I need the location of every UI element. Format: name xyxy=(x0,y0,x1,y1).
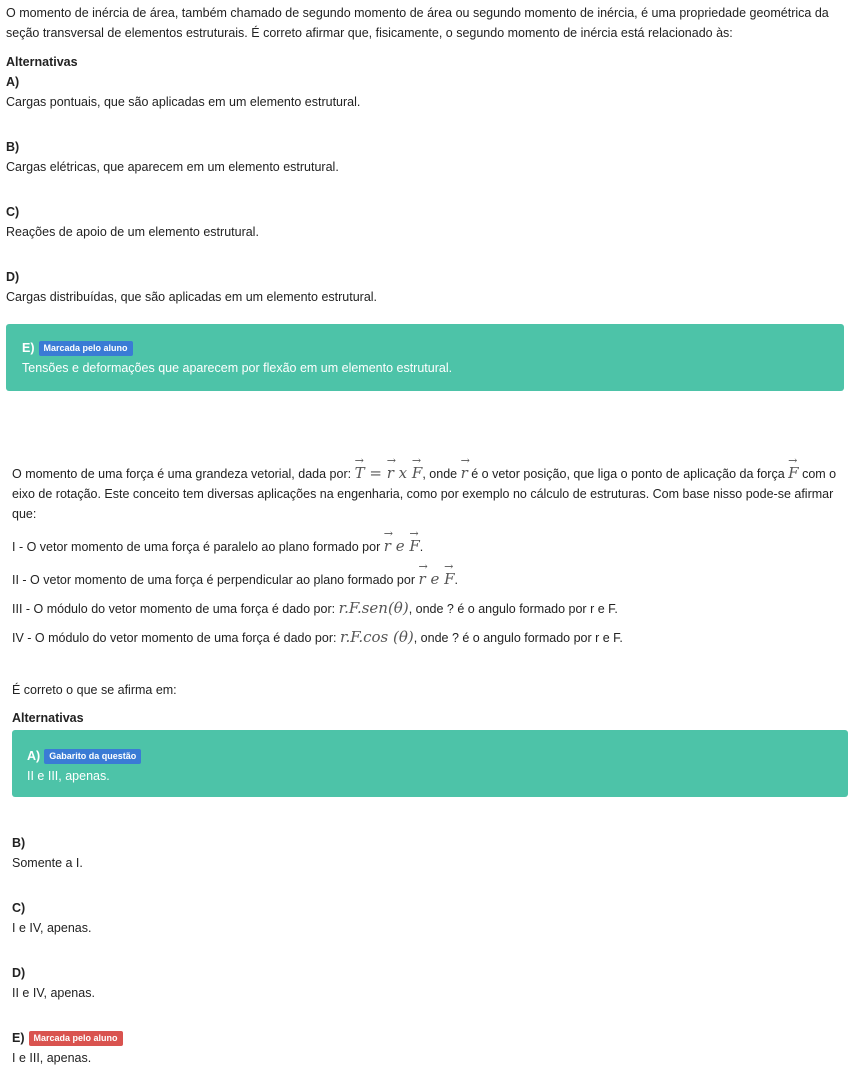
statement-text: IV - O módulo do vetor momento de uma força é dado por: xyxy=(12,631,337,645)
math-e: e xyxy=(395,537,405,555)
intro-text: é o vetor posição, que liga o ponto de aplicação da força xyxy=(471,467,785,481)
option-letter: A) xyxy=(6,75,20,89)
option-text: II e III, apenas. xyxy=(27,769,110,783)
vector-r: → r xyxy=(384,536,391,556)
math-e: e xyxy=(430,570,440,588)
option-d[interactable] xyxy=(6,267,844,307)
statement-4 xyxy=(12,627,848,648)
option-text: II e IV, apenas. xyxy=(12,986,95,1000)
option-text: Cargas pontuais, que são aplicadas em um elemento estrutural. xyxy=(6,95,361,109)
option-a[interactable] xyxy=(12,730,848,797)
option-letter: C) xyxy=(12,901,26,915)
question-2-intro xyxy=(12,463,848,524)
option-d[interactable] xyxy=(12,963,848,1003)
statement-text: I - O vetor momento de uma força é paralelo ao plano formado por xyxy=(12,540,381,554)
statement-end: , onde ? é o angulo formado por r e F. xyxy=(408,602,618,616)
statement-math xyxy=(384,537,420,555)
statement-math: r.F.sen(θ) xyxy=(338,599,409,617)
option-text: I e III, apenas. xyxy=(12,1051,92,1065)
alternatives-label: Alternativas xyxy=(6,55,78,69)
intro-text: O momento de uma força é uma grandeza vetorial, dada por: xyxy=(12,467,352,481)
option-b[interactable] xyxy=(6,137,844,177)
statement-1 xyxy=(12,536,848,557)
option-letter: E) xyxy=(22,341,35,355)
question-prompt: É correto o que se afirma em: xyxy=(12,683,177,697)
torque-formula xyxy=(355,464,423,482)
option-text: Reações de apoio de um elemento estrutural. xyxy=(6,225,259,239)
option-e[interactable] xyxy=(12,1028,848,1068)
option-text: Cargas elétricas, que aparecem em um elemento estrutural. xyxy=(6,160,339,174)
option-letter: D) xyxy=(6,270,20,284)
statement-text: II - O vetor momento de uma força é perpendicular ao plano formado por xyxy=(12,573,415,587)
option-letter: A) xyxy=(27,749,41,763)
answer-key-badge: Gabarito da questão xyxy=(44,749,141,764)
option-text: I e IV, apenas. xyxy=(12,921,92,935)
option-c[interactable] xyxy=(12,898,848,938)
vector-f: → F xyxy=(788,463,798,483)
option-letter: E) xyxy=(12,1031,25,1045)
cross-sign: x xyxy=(398,464,408,482)
intro-text: , onde xyxy=(422,467,458,481)
question-1-text: O momento de inércia de área, também chamado de segundo momento de área ou segundo momento de inércia, é uma propriedade geométrica da seção transversal de elementos estruturais. É correto afirmar que, fisicamente, o segundo momento de inércia está relacionado às: xyxy=(6,6,829,40)
option-text: Tensões e deformações que aparecem por flexão em um elemento estrutural. xyxy=(22,361,453,375)
intro-text: com o eixo de rotação. Este conceito tem diversas aplicações na engenharia, como por exemplo no cálculo de estruturas. Com base nisso pode-se afirmar que: xyxy=(12,467,837,521)
option-text: Somente a I. xyxy=(12,856,83,870)
vector-f: → F xyxy=(444,569,454,589)
vector-r: → r xyxy=(387,463,394,483)
vector-f: → F xyxy=(412,463,422,483)
statement-math: r.F.cos (θ) xyxy=(339,628,414,646)
statement-end: . xyxy=(454,573,459,587)
statement-math xyxy=(418,570,454,588)
option-b[interactable] xyxy=(12,833,848,873)
vector-t: → T xyxy=(355,463,365,483)
option-text: Cargas distribuídas, que são aplicadas em um elemento estrutural. xyxy=(6,290,378,304)
question-2 xyxy=(12,463,848,1068)
student-marked-badge: Marcada pelo aluno xyxy=(29,1031,123,1046)
statement-text: III - O módulo do vetor momento de uma força é dado por: xyxy=(12,602,336,616)
equals-sign: = xyxy=(369,464,382,482)
option-letter: C) xyxy=(6,205,20,219)
statement-2 xyxy=(12,569,848,590)
option-e[interactable] xyxy=(6,324,844,391)
statement-3 xyxy=(12,598,848,619)
option-letter: B) xyxy=(6,140,20,154)
alternatives-label: Alternativas xyxy=(12,711,84,725)
option-a[interactable] xyxy=(6,72,844,112)
option-letter: D) xyxy=(12,966,26,980)
statement-end: . xyxy=(419,540,424,554)
option-letter: B) xyxy=(12,836,26,850)
vector-r: → r xyxy=(461,463,468,483)
statement-end: , onde ? é o angulo formado por r e F. xyxy=(413,631,623,645)
option-c[interactable] xyxy=(6,202,844,242)
vector-f: → F xyxy=(409,536,419,556)
question-1 xyxy=(6,3,844,391)
student-marked-badge: Marcada pelo aluno xyxy=(39,341,133,356)
vector-r: → r xyxy=(418,569,425,589)
